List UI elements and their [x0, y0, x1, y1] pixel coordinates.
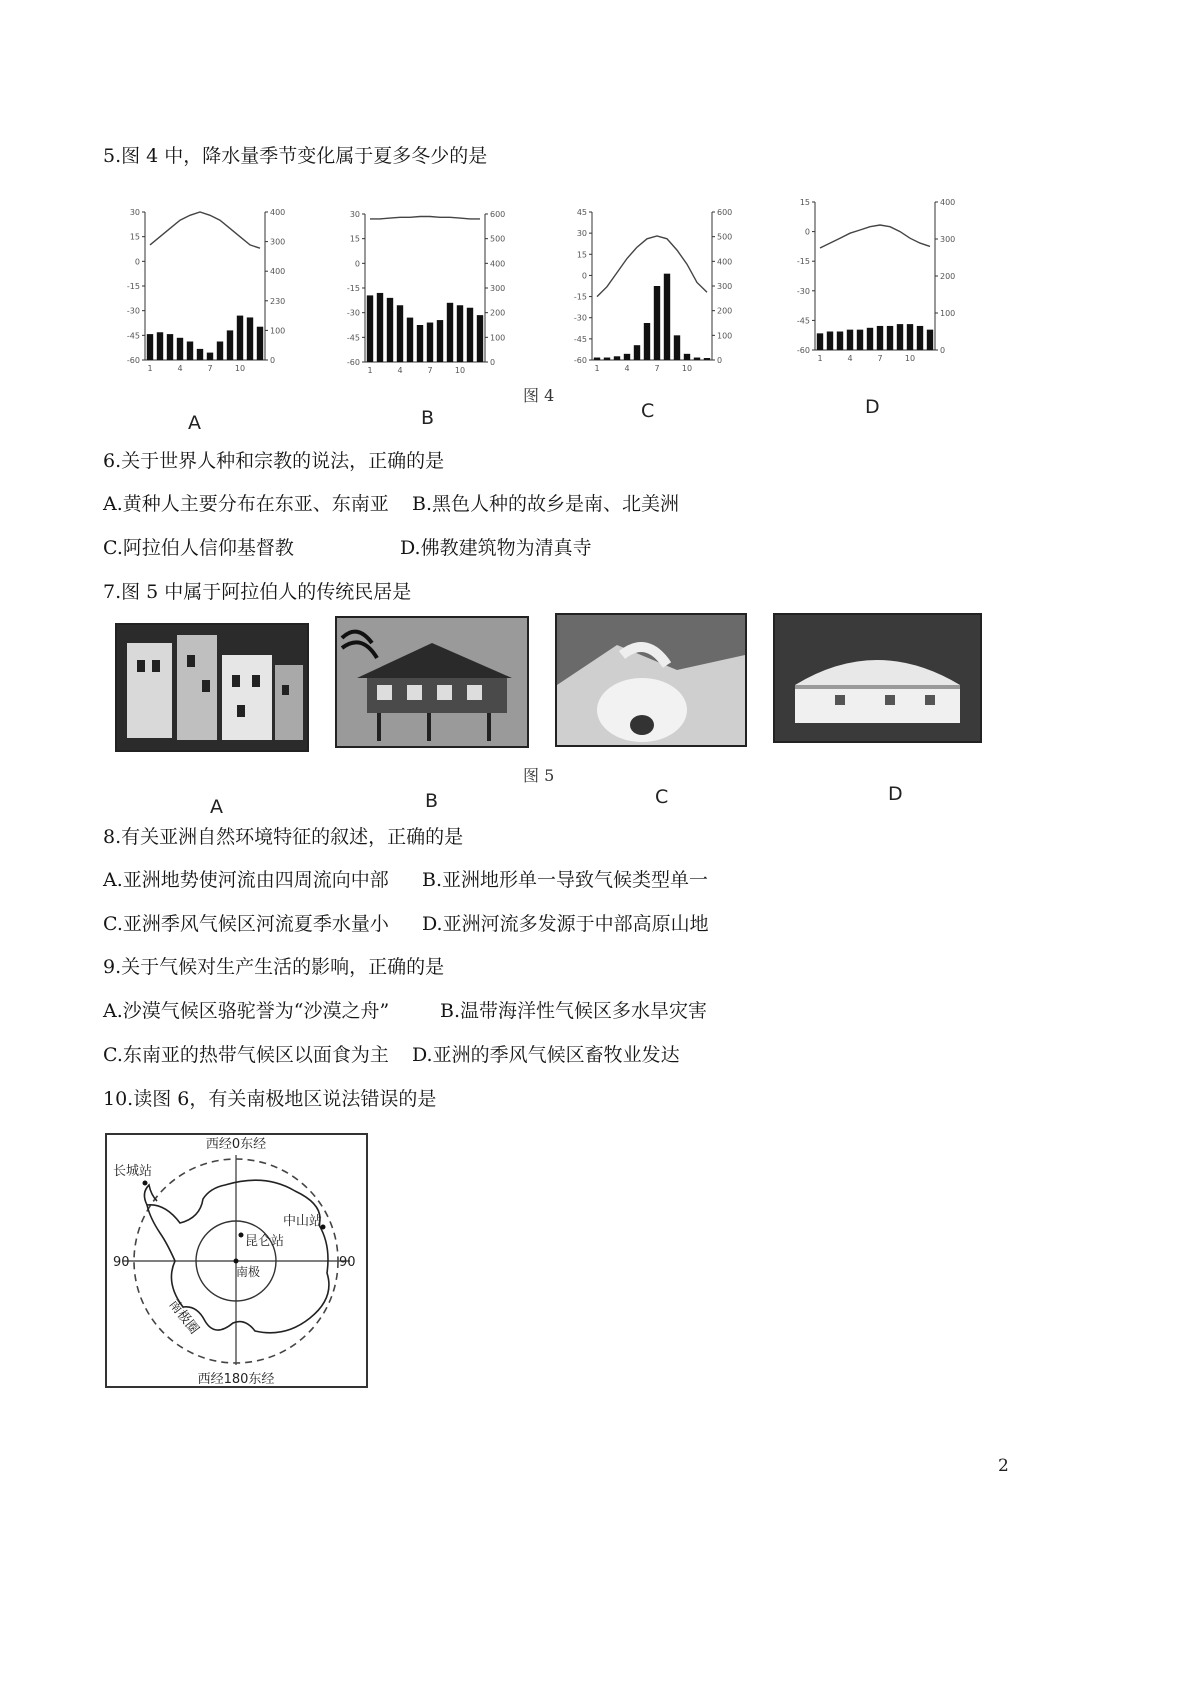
precipitation-bar: [477, 315, 483, 362]
dwelling-photo-c: [555, 613, 747, 747]
question-8: 8.有关亚洲自然环境特征的叙述，正确的是: [103, 826, 464, 848]
x-tick-label: 4: [847, 354, 853, 363]
left-tick-label: -15: [573, 292, 587, 302]
dwelling-photo-b: [335, 616, 529, 748]
precipitation-bar: [624, 354, 630, 360]
precipitation-bar: [377, 293, 383, 362]
x-tick-label: 1: [147, 364, 153, 373]
precipitation-bar: [654, 286, 660, 360]
yurt-image: [775, 615, 980, 741]
precipitation-bar: [407, 318, 413, 362]
precipitation-bar: [927, 330, 933, 350]
left-tick-label: -30: [796, 286, 810, 296]
antarctic-circle-label: 南极圈: [165, 1297, 202, 1338]
precipitation-bar: [167, 334, 173, 360]
left-tick-label: 15: [129, 232, 140, 242]
precipitation-bar: [907, 324, 913, 350]
precipitation-bar: [157, 332, 163, 360]
x-tick-label: 1: [367, 366, 373, 375]
temperature-line: [820, 225, 930, 248]
antarctica-map: [105, 1133, 368, 1388]
question-9: 9.关于气候对生产生活的影响，正确的是: [103, 956, 445, 978]
right-tick-label: 200: [940, 272, 956, 281]
right-tick-label: 400: [717, 257, 733, 267]
right-tick-label: 100: [490, 333, 506, 343]
x-tick-label: 1: [817, 354, 823, 363]
climate-chart-c: [562, 190, 742, 390]
page-number: 2: [998, 1456, 1009, 1476]
x-tick-label: 1: [594, 364, 600, 373]
figure-4-label-d: D: [865, 396, 880, 418]
dwelling-photo-d: [773, 613, 982, 743]
x-tick-label: 4: [397, 366, 403, 375]
right-tick-label: 400: [490, 259, 506, 269]
south-pole-marker: [234, 1259, 239, 1264]
precipitation-bar: [867, 328, 873, 350]
question-9-option-c: C.东南亚的热带气候区以面食为主: [103, 1044, 389, 1066]
climate-chart-a: [115, 190, 295, 390]
question-8-option-c: C.亚洲季风气候区河流夏季水量小: [103, 913, 389, 935]
changcheng-station-label: 长城站: [113, 1164, 153, 1179]
x-tick-label: 7: [207, 364, 213, 373]
x-tick-label: 4: [177, 364, 183, 373]
precipitation-bar: [877, 326, 883, 350]
left-tick-label: -60: [346, 358, 360, 367]
left-tick-label: -45: [346, 333, 360, 343]
map-top-label: 西经0东经: [205, 1137, 267, 1152]
figure-4-caption: 图 4: [523, 386, 555, 405]
precipitation-bar: [897, 324, 903, 350]
precipitation-bar: [427, 323, 433, 362]
map-right-label: 90: [339, 1255, 356, 1270]
precipitation-bar: [694, 358, 700, 360]
precipitation-bar: [684, 354, 690, 360]
question-6: 6.关于世界人种和宗教的说法，正确的是: [103, 450, 445, 472]
map-bottom-label: 西经180东经: [197, 1372, 275, 1387]
precipitation-bar: [817, 333, 823, 350]
right-tick-label: 400: [940, 198, 956, 207]
left-tick-label: -30: [346, 308, 360, 318]
right-tick-label: 100: [270, 326, 286, 336]
left-tick-label: -60: [796, 346, 810, 355]
left-tick-label: -15: [126, 282, 140, 291]
left-tick-label: -60: [126, 356, 140, 365]
left-tick-label: 0: [581, 271, 587, 281]
right-tick-label: 0: [940, 346, 946, 355]
right-tick-label: 100: [940, 309, 956, 318]
precipitation-bar: [917, 326, 923, 350]
right-tick-label: 230: [270, 296, 286, 306]
right-tick-label: 400: [270, 208, 286, 217]
climate-chart-b: [335, 192, 515, 392]
x-tick-label: 10: [454, 366, 466, 375]
precipitation-bar: [387, 298, 393, 362]
left-tick-label: -60: [573, 356, 587, 365]
question-8-option-d: D.亚洲河流多发源于中部高原山地: [422, 913, 709, 935]
left-tick-label: -45: [796, 316, 810, 326]
precipitation-bar: [417, 325, 423, 362]
right-tick-label: 200: [490, 308, 506, 318]
kunlun-station-marker: [239, 1233, 244, 1238]
figure-4-label-b: B: [421, 407, 435, 429]
figure-5-label-d: D: [888, 783, 903, 805]
figure-5-label-a: A: [210, 796, 223, 818]
dwelling-photo-a: [115, 623, 309, 752]
precipitation-bar: [887, 326, 893, 350]
left-tick-label: -45: [126, 331, 140, 341]
left-tick-label: 30: [349, 210, 360, 219]
right-tick-label: 200: [717, 306, 733, 316]
climate-chart-d: [785, 180, 965, 380]
question-8-option-b: B.亚洲地形单一导致气候类型单一: [422, 869, 709, 891]
left-tick-label: 30: [576, 229, 587, 239]
precipitation-bar: [704, 358, 710, 360]
figure-5-label-c: C: [655, 786, 669, 808]
left-tick-label: -15: [346, 284, 360, 293]
right-tick-label: 300: [270, 237, 286, 247]
question-9-option-d: D.亚洲的季风气候区畜牧业发达: [412, 1044, 680, 1066]
x-tick-label: 10: [234, 364, 246, 373]
question-6-option-c: C.阿拉伯人信仰基督教: [103, 537, 294, 559]
zhongshan-station-label: 中山站: [283, 1214, 323, 1229]
precipitation-bar: [437, 320, 443, 362]
left-tick-label: 0: [804, 227, 810, 237]
precipitation-bar: [457, 305, 463, 362]
precipitation-bar: [664, 274, 670, 360]
left-tick-label: 45: [576, 208, 587, 217]
question-9-option-b: B.温带海洋性气候区多水旱灾害: [440, 1000, 708, 1022]
precipitation-bar: [367, 295, 373, 362]
question-7: 7.图 5 中属于阿拉伯人的传统民居是: [103, 581, 412, 603]
figure-4-label-a: A: [188, 412, 201, 434]
x-tick-label: 4: [624, 364, 630, 373]
left-tick-label: 0: [134, 257, 140, 267]
precipitation-bar: [217, 342, 223, 361]
igloo-snow-house-image: [557, 615, 745, 745]
precipitation-bar: [634, 345, 640, 360]
left-tick-label: 30: [129, 208, 140, 217]
precipitation-bar: [644, 323, 650, 360]
precipitation-bar: [237, 316, 243, 360]
precipitation-bar: [397, 305, 403, 362]
right-tick-label: 600: [717, 208, 733, 217]
question-5: 5.图 4 中，降水量季节变化属于夏多冬少的是: [103, 145, 488, 167]
stilt-house-image: [337, 618, 527, 746]
precipitation-bar: [847, 330, 853, 350]
right-tick-label: 300: [940, 235, 956, 244]
x-tick-label: 7: [877, 354, 883, 363]
left-tick-label: 15: [799, 198, 810, 207]
changcheng-station-marker: [143, 1181, 148, 1186]
temperature-line: [370, 217, 480, 219]
left-tick-label: 15: [576, 250, 587, 260]
precipitation-bar: [604, 358, 610, 360]
question-9-option-a: A.沙漠气候区骆驼誉为“沙漠之舟”: [103, 1000, 390, 1022]
precipitation-bar: [447, 303, 453, 362]
right-tick-label: 400: [270, 267, 286, 277]
precipitation-bar: [187, 342, 193, 361]
precipitation-bar: [207, 353, 213, 360]
precipitation-bar: [177, 338, 183, 360]
figure-4-label-c: C: [641, 400, 655, 422]
precipitation-bar: [837, 332, 843, 351]
precipitation-bar: [857, 330, 863, 350]
question-8-option-a: A.亚洲地势使河流由四周流向中部: [103, 869, 389, 891]
arabian-flat-roof-houses-image: [117, 625, 307, 750]
question-6-option-b: B.黑色人种的故乡是南、北美洲: [412, 493, 680, 515]
x-tick-label: 7: [654, 364, 660, 373]
right-tick-label: 500: [717, 232, 733, 242]
question-6-option-a: A.黄种人主要分布在东亚、东南亚: [103, 493, 389, 515]
right-tick-label: 300: [490, 284, 506, 293]
left-tick-label: 15: [349, 234, 360, 244]
precipitation-bar: [674, 335, 680, 360]
map-left-label: 90: [113, 1255, 130, 1270]
precipitation-bar: [227, 330, 233, 360]
left-tick-label: 0: [354, 259, 360, 269]
left-tick-label: -30: [573, 313, 587, 323]
precipitation-bar: [827, 332, 833, 351]
precipitation-bar: [257, 327, 263, 360]
right-tick-label: 0: [717, 356, 723, 365]
question-6-option-d: D.佛教建筑物为清真寺: [400, 537, 592, 559]
left-tick-label: -15: [796, 257, 810, 267]
x-tick-label: 10: [904, 354, 916, 363]
right-tick-label: 100: [717, 331, 733, 341]
south-pole-label: 南极: [236, 1265, 261, 1279]
left-tick-label: -30: [126, 306, 140, 316]
x-tick-label: 7: [427, 366, 433, 375]
precipitation-bar: [147, 334, 153, 360]
left-tick-label: -45: [573, 334, 587, 344]
right-tick-label: 500: [490, 234, 506, 244]
precipitation-bar: [614, 356, 620, 360]
right-tick-label: 300: [717, 282, 733, 291]
x-tick-label: 10: [681, 364, 693, 373]
kunlun-station-label: 昆仑站: [245, 1234, 285, 1249]
precipitation-bar: [594, 358, 600, 360]
precipitation-bar: [467, 308, 473, 362]
precipitation-bar: [247, 317, 253, 360]
right-tick-label: 600: [490, 210, 506, 219]
figure-5-label-b: B: [425, 790, 439, 812]
precipitation-bar: [197, 349, 203, 360]
temperature-line: [150, 212, 260, 248]
right-tick-label: 0: [490, 358, 496, 367]
right-tick-label: 0: [270, 356, 276, 365]
question-10: 10.读图 6，有关南极地区说法错误的是: [103, 1088, 437, 1110]
temperature-line: [597, 236, 707, 297]
figure-5-caption: 图 5: [523, 766, 555, 785]
